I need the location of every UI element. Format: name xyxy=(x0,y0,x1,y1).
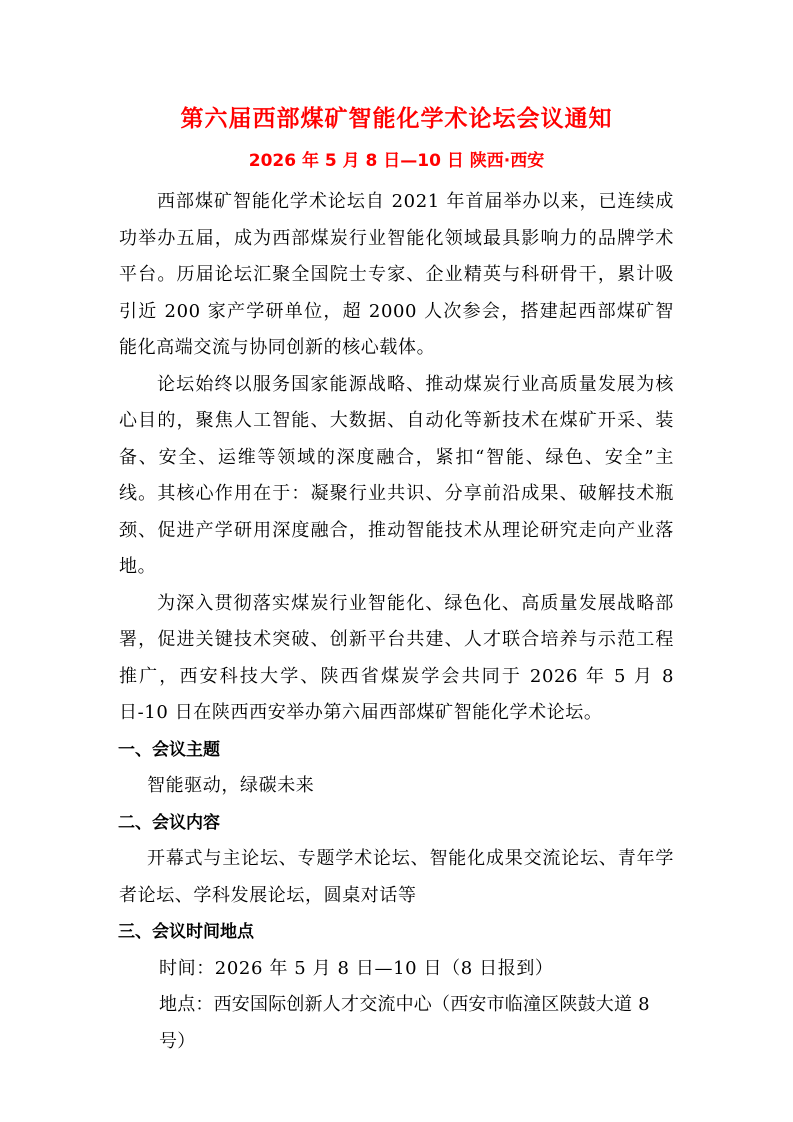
intro-paragraph-announcement: 为深入贯彻落实煤炭行业智能化、绿色化、高质量发展战略部署，促进关键技术突破、创新平台共建、人才联合培养与示范工程推广，西安科技大学、陕西省煤炭学会共同于 2026 年 5 月 8 日-10 日在陕西西安举办第六届西部煤矿智能化学术论坛。 xyxy=(119,592,674,723)
section-content-theme: 智能驱动，绿碳未来 xyxy=(147,775,315,796)
section-heading-theme: 一、会议主题 xyxy=(118,739,220,760)
meeting-location: 地点：西安国际创新人才交流中心（西安市临潼区陕鼓大道 8 号） xyxy=(159,994,650,1052)
intro-paragraph-purpose: 论坛始终以服务国家能源战略、推动煤炭行业高质量发展为核心目的，聚焦人工智能、大数据、自动化等新技术在煤矿开采、装备、安全、运维等领域的深度融合，紧扣“智能、绿色、安全”主线。其核心作用在于：凝聚行业共识、分享前沿成果、破解技术瓶颈、促进产学研用深度融合，推动智能技术从理论研究走向产业落地。 xyxy=(119,373,674,577)
section-heading-time-location: 三、会议时间地点 xyxy=(118,922,254,942)
intro-paragraph-history: 西部煤矿智能化学术论坛自 2021 年首届举办以来，已连续成功举办五届，成为西部煤炭行业智能化领域最具影响力的品牌学术平台。历届论坛汇聚全国院士专家、企业精英与科研骨干，累计吸引近 200 家产学研单位，超 2000 人次参会，搭建起西部煤矿智能化高端交流与协同创新的核心载体。 xyxy=(119,191,674,358)
document-title: 第六届西部煤矿智能化学术论坛会议通知 xyxy=(180,105,613,132)
document-subtitle-date-location: 2026 年 5 月 8 日—10 日 陕西·西安 xyxy=(248,151,545,171)
document-body xyxy=(119,184,674,1060)
section-content-agenda: 开幕式与主论坛、专题学术论坛、智能化成果交流论坛、青年学者论坛、学科发展论坛，圆桌对话等 xyxy=(119,848,674,906)
section-heading-content: 二、会议内容 xyxy=(118,812,220,833)
meeting-time: 时间：2026 年 5 月 8 日—10 日（8 日报到） xyxy=(159,957,554,979)
